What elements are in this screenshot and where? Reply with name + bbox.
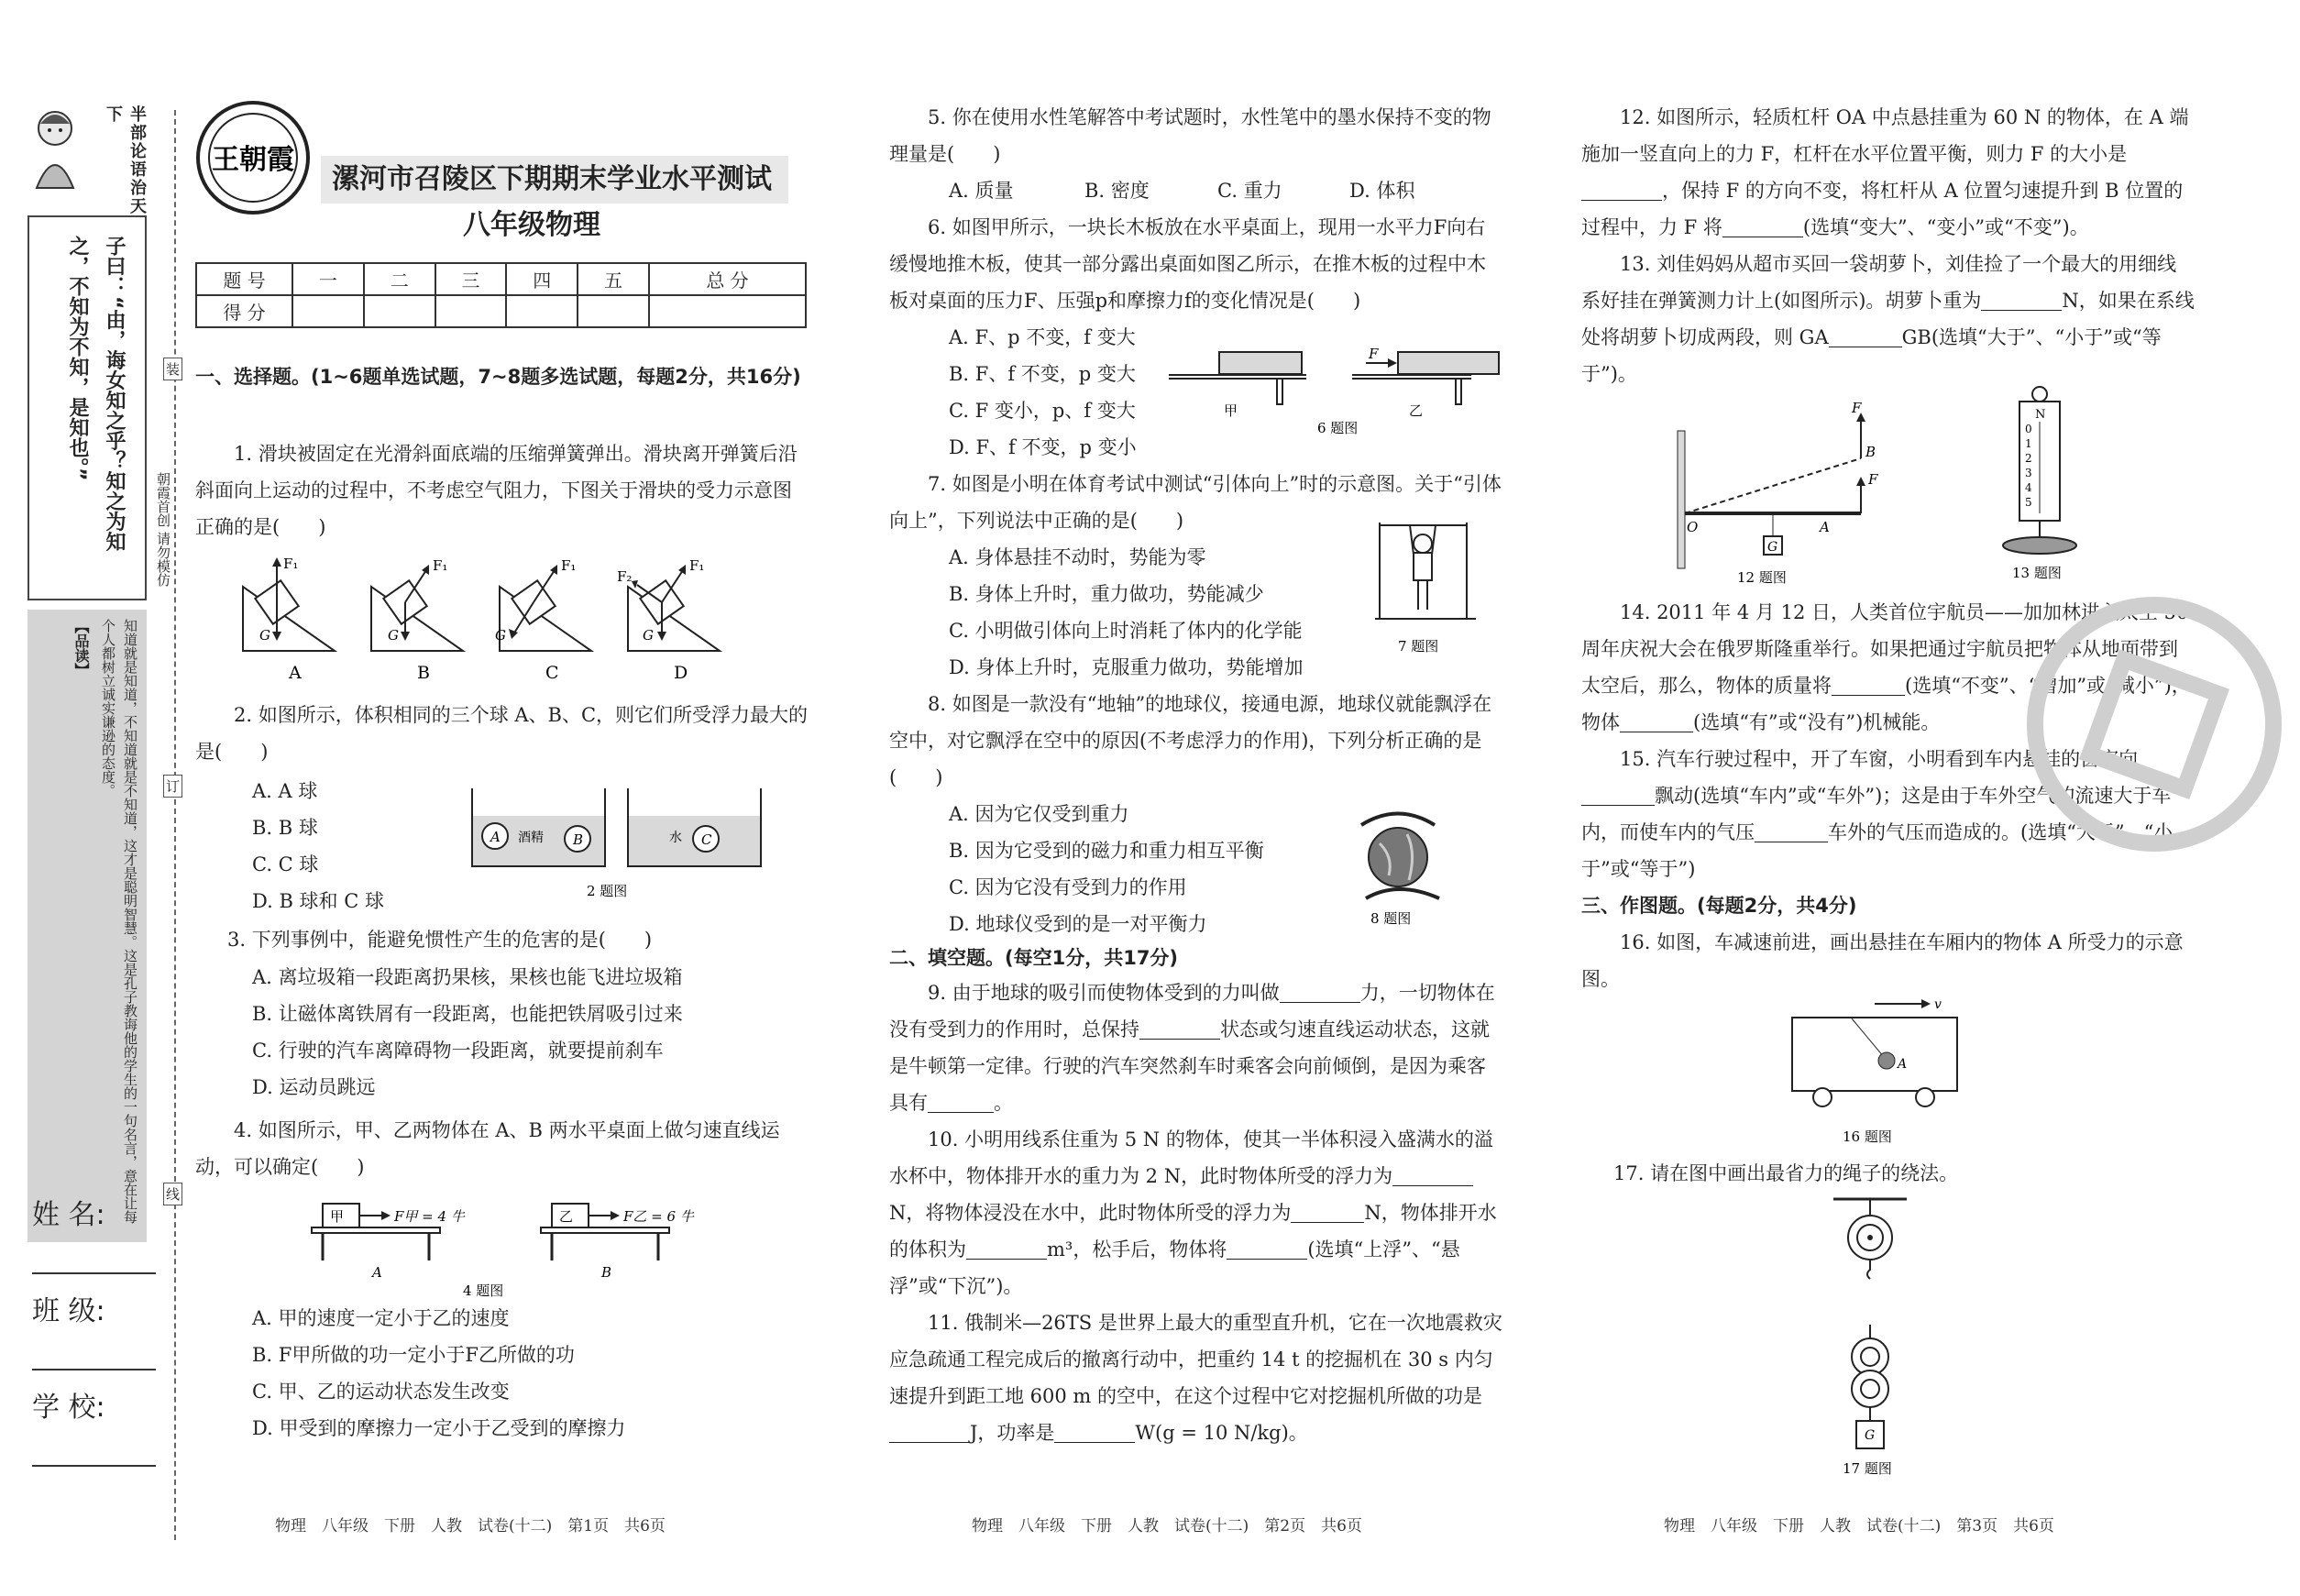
q7-option-d[interactable]: D. 身体上升时，克服重力做功，势能增加 (949, 656, 1304, 678)
q13-figure (1985, 385, 2113, 587)
score-header-total: 总 分 (649, 263, 806, 295)
q4-force2: F乙 = 6 牛 (623, 1208, 694, 1225)
q8-figure (1352, 807, 1462, 930)
footer-page-3: 物理 八年级 下册 人教 试卷(十二) 第3页 共6页 (1664, 1517, 2054, 1535)
q2-liquid1: 酒精 (518, 831, 544, 845)
q4-figure (312, 1196, 743, 1297)
q15-part3: 车外的气压而造成的。(选填“大于”、“小于”或“等于”) (1581, 821, 2173, 880)
score-cell-3[interactable] (435, 295, 507, 327)
q10-blank4[interactable] (1227, 1239, 1307, 1260)
q12-part2: ，保持 F 的方向不变，将杠杆从 A 位置匀速提升到 B 位置的过程中，力 F 将 (1581, 180, 2184, 238)
q2-ball-b: B (573, 831, 584, 848)
q10-blank3[interactable] (966, 1239, 1047, 1260)
q12-blank2[interactable] (1722, 217, 1803, 237)
score-cell-4[interactable] (506, 295, 578, 327)
q1-d-gravity: G (643, 627, 654, 644)
cut-mark-1: 装 (163, 358, 182, 380)
q2-option-a[interactable]: A. A 球 (252, 780, 318, 802)
q7-text: 7. 如图是小明在体育考试中测试“引体向上”时的示意图。关于“引体向上”，下列说法中正确的是( ) (889, 473, 1502, 532)
q13-tick-2: 2 (2025, 452, 2032, 465)
q16-a: A (1898, 1057, 1908, 1072)
q8-text: 8. 如图是一款没有“地轴”的地球仪，接通电源，地球仪就能飘浮在空中，对它飘浮在空中的原因(不考虑浮力的作用)，下列分析正确的是( ) (889, 693, 1492, 788)
q14-blank1[interactable] (1832, 676, 1905, 696)
q10-blank1[interactable] (1392, 1166, 1473, 1186)
q13-tick-4: 4 (2025, 481, 2032, 494)
footer-page-2: 物理 八年级 下册 人教 试卷(十二) 第2页 共6页 (972, 1517, 1362, 1535)
q6-option-c[interactable]: C. F 变小，p、f 变大 (949, 400, 1136, 422)
score-header-3: 三 (435, 263, 507, 295)
q2-text: 2. 如图所示，体积相同的三个球 A、B、C，则它们所受浮力最大的是( ) (195, 704, 809, 763)
q4-table1: A (372, 1264, 382, 1281)
q4-force1: F甲 = 4 牛 (394, 1208, 465, 1225)
q1-a-gravity: G (259, 627, 270, 644)
q12-part1: 12. 如图所示，轻质杠杆 OA 中点悬挂重为 60 N 的物体，在 A 端施加一竖直向上的力 F，杠杆在水平位置平衡，则力 F 的大小是 (1581, 106, 2189, 165)
q6-label-yi: 乙 (1409, 402, 1424, 419)
q1-label-c: C (545, 663, 559, 683)
q12-g: G (1767, 540, 1778, 555)
q6-figure (1169, 347, 1499, 438)
q13-tick-5: 5 (2025, 496, 2032, 509)
q13-blank2[interactable] (1829, 327, 1902, 347)
q12-blank1[interactable] (1581, 181, 1662, 201)
q8-option-b[interactable]: B. 因为它受到的磁力和重力相互平衡 (949, 840, 1264, 862)
q7-option-a[interactable]: A. 身体悬挂不动时，势能为零 (949, 546, 1206, 568)
field-school[interactable] (32, 1384, 156, 1467)
q11-part2: J，功率是 (970, 1422, 1055, 1444)
q15-part1: 15. 汽车行驶过程中，开了车窗，小明看到车内悬挂的窗帘向 (1620, 748, 2139, 770)
q10-paragraph (889, 1121, 1503, 1304)
q17-caption: 17 题图 (1843, 1460, 1892, 1477)
q1-label-b: B (417, 663, 430, 683)
q6-option-a[interactable]: A. F、p 不变，f 变大 (949, 326, 1136, 348)
q15-blank2[interactable] (1755, 822, 1828, 842)
q1-b-gravity: G (388, 627, 399, 644)
q16-figure (1788, 995, 1971, 1150)
section3-heading: 三、作图题。(每题2分，共4分) (1581, 895, 1857, 917)
q3-text: 3. 下列事例中，能避免惯性产生的危害的是( ) (227, 929, 653, 951)
q13-part1: 13. 刘佳妈妈从超市买回一袋胡萝卜，刘佳捡了一个最大的用细线系好挂在弹簧测力计上(如图所示)。胡萝卜重为 (1581, 253, 2177, 312)
q1-d-force1: F₁ (689, 557, 705, 574)
field-school-label: 学 校: (32, 1392, 105, 1424)
q4-option-c[interactable]: C. 甲、乙的运动状态发生改变 (252, 1381, 510, 1403)
cut-line (174, 110, 176, 1540)
score-cell-5[interactable] (578, 295, 649, 327)
q3-option-a[interactable]: A. 离垃圾箱一段距离扔果核，果核也能飞进垃圾箱 (252, 966, 683, 988)
sidebar-pindu-box (28, 610, 147, 1242)
field-name[interactable] (32, 1192, 156, 1274)
cut-mark-3: 线 (163, 1183, 182, 1205)
q4-text: 4. 如图所示，甲、乙两物体在 A、B 两水平桌面上做匀速直线运动，可以确定( ) (195, 1119, 780, 1178)
q9-part4: 。 (994, 1092, 1013, 1114)
q4-option-d[interactable]: D. 甲受到的摩擦力一定小于乙受到的摩擦力 (252, 1417, 626, 1439)
q6-label-jia: 甲 (1224, 402, 1238, 419)
q8-option-c[interactable]: C. 因为它没有受到力的作用 (949, 876, 1187, 898)
q9-blank3[interactable] (928, 1093, 994, 1113)
q12-paragraph (1581, 99, 2195, 246)
watermark-stamp-icon (2017, 587, 2292, 862)
q1-b-force: F₁ (433, 557, 448, 574)
footer-page-1: 物理 八年级 下册 人教 试卷(十二) 第1页 共6页 (275, 1517, 666, 1535)
q1-c-force: F₁ (561, 557, 577, 574)
q9-blank2[interactable] (1139, 1019, 1220, 1040)
q9-blank1[interactable] (1280, 983, 1360, 1003)
cut-mark-2: 订 (163, 775, 182, 798)
q9-paragraph (889, 974, 1503, 1121)
exam-title: 漯河市召陵区下期期末学业水平测试 (332, 163, 772, 195)
q7-caption: 7 题图 (1398, 638, 1439, 655)
score-header-4: 四 (506, 263, 578, 295)
q15-blank1[interactable] (1581, 786, 1655, 806)
q13-scale-unit: N (2035, 408, 2046, 422)
q7-figure (1375, 518, 1485, 665)
q9-part1: 9. 由于地球的吸引而使物体受到的力叫做 (928, 982, 1280, 1004)
q16-text: 16. 如图，车减速前进，画出悬挂在车厢内的物体 A 所受力的示意图。 (1581, 931, 2184, 990)
q13-tick-3: 3 (2025, 467, 2032, 479)
q8-option-a[interactable]: A. 因为它仅受到重力 (949, 803, 1129, 825)
q6-option-b[interactable]: B. F、f 不变，p 变大 (949, 363, 1136, 385)
q10-part1: 10. 小明用线系住重为 5 N 的物体，使其一半体积浸入盛满水的溢水杯中，物体排开水的重力为 2 N，此时物体所受的浮力为 (889, 1128, 1493, 1187)
q12-figure (1668, 400, 1888, 587)
score-row-label: 得 分 (196, 295, 292, 327)
q10-part3: N，物体排开水的体积为 (889, 1202, 1497, 1260)
q13-caption: 13 题图 (2012, 565, 2062, 581)
confucius-avatar-icon (28, 105, 83, 193)
q12-f-bottom: F (1868, 471, 1878, 488)
q7-option-c[interactable]: C. 小明做引体向上时消耗了体内的化学能 (949, 620, 1303, 642)
brand-note: 朝霞首创 请勿模仿 (155, 472, 171, 587)
q13-paragraph (1581, 246, 2195, 392)
q10-part5: (选填“上浮”、“悬浮”或“下沉”)。 (889, 1238, 1460, 1297)
q4-option-b[interactable]: B. F甲所做的功一定小于F乙所做的功 (252, 1344, 575, 1366)
q2-option-c[interactable]: C. C 球 (252, 853, 319, 875)
q16-caption: 16 题图 (1843, 1128, 1892, 1145)
q8-option-d[interactable]: D. 地球仪受到的是一对平衡力 (949, 913, 1207, 935)
q2-ball-c: C (701, 831, 712, 848)
field-name-label: 姓 名: (32, 1199, 105, 1231)
q13-tick-1: 1 (2025, 437, 2032, 450)
q2-option-d[interactable]: D. B 球和 C 球 (252, 890, 384, 912)
q2-ball-a: A (490, 829, 501, 845)
q8-caption: 8 题图 (1370, 910, 1412, 927)
q4-box1: 甲 (330, 1208, 345, 1225)
q1-label-d: D (674, 663, 688, 683)
q3-option-c[interactable]: C. 行驶的汽车离障碍物一段距离，就要提前刹车 (252, 1040, 664, 1062)
q2-option-b[interactable]: B. B 球 (252, 817, 318, 839)
q6-force: F (1369, 346, 1379, 362)
q6-text: 6. 如图甲所示，一块长木板放在水平桌面上，现用一水平力F向右缓慢地推木板，使其一部分露出桌面如图乙所示，在推木板的过程中木板对桌面的压力F、压强p和摩擦力f的变化情况是( ) (889, 216, 1486, 312)
q1-figure (234, 550, 747, 688)
sidebar-pindu-text: 知道就是知道，不知道就是不知道，这才是聪明智慧。这是孔子教诲他的学生的一句名言，意在让每个人都树立诚实谦逊的态度。 (100, 619, 138, 1224)
score-header-2: 二 (364, 263, 435, 295)
q1-a-force: F₁ (283, 556, 299, 572)
q11-part3: W(g = 10 N/kg)。 (1135, 1422, 1308, 1444)
section1-heading: 一、选择题。(1~6题单选试题，7~8题多选试题，每题2分，共16分) (195, 366, 801, 388)
q10-part4: m³，松手后，物体将 (1047, 1238, 1227, 1260)
q11-blank1[interactable] (889, 1423, 970, 1443)
q12-o: O (1687, 519, 1699, 535)
q2-caption: 2 题图 (587, 883, 628, 899)
sidebar-pindu-label: 【品读】 (72, 619, 90, 677)
q14-blank2[interactable] (1620, 712, 1693, 732)
q6-option-d[interactable]: D. F、f 不变，p 变小 (949, 436, 1137, 458)
q13-blank1[interactable] (1981, 291, 2062, 311)
field-class[interactable] (32, 1288, 156, 1370)
q5-option-d[interactable]: D. 体积 (1349, 180, 1415, 202)
q4-table2: B (601, 1264, 612, 1281)
q4-caption: 4 题图 (463, 1282, 504, 1299)
q14-part2: (选填“不变”、“增加”或“减小”)，物体 (1581, 675, 2191, 733)
q3-option-d[interactable]: D. 运动员跳远 (252, 1076, 376, 1098)
q11-paragraph (889, 1304, 1503, 1451)
q11-part1: 11. 俄制米—26TS 是世界上最大的重型直升机，它在一次地震救灾应急疏通工程完成后的撤离行动中，把重约 14 t 的挖掘机在 30 s 内匀速提升到距工地 600 m 的空中，在这个过程中它对挖掘机所做的功是 (889, 1312, 1502, 1407)
score-header-5: 五 (578, 263, 649, 295)
q15-part2: 飘动(选填“车内”或“车外”)；这是由于车外空气的流速大于车内，而使车内的气压 (1581, 785, 2172, 843)
q1-label-a: A (289, 663, 302, 683)
q6-caption: 6 题图 (1317, 420, 1359, 436)
score-cell-total[interactable] (649, 295, 806, 327)
q5-option-b[interactable]: B. 密度 (1084, 180, 1150, 202)
q13-part3: GB(选填“大于”、“小于”或“等于”)。 (1581, 326, 2162, 385)
score-header-label: 题 号 (196, 263, 292, 295)
q12-f-top: F (1852, 400, 1862, 416)
q9-part2: 力，一切物体在没有受到力的作用时，总保持 (889, 982, 1495, 1040)
q1-text: 1. 滑块被固定在光滑斜面底端的压缩弹簧弹出。滑块离开弹簧后沿斜面向上运动的过程中，不考虑空气阻力，下图关于滑块的受力示意图正确的是( ) (195, 443, 798, 538)
q16-v: v (1934, 997, 1942, 1012)
q10-part2: N，将物体浸没在水中，此时物体所受的浮力为 (889, 1202, 1292, 1224)
q4-option-a[interactable]: A. 甲的速度一定小于乙的速度 (252, 1307, 510, 1329)
q17-figure (1824, 1192, 1916, 1485)
sidebar-series: 半部论语治天下 (104, 105, 147, 215)
q7-option-b[interactable]: B. 身体上升时，重力做功，势能减少 (949, 583, 1264, 605)
q12-b: B (1865, 444, 1876, 460)
q5-text: 5. 你在使用水性笔解答中考试题时，水性笔中的墨水保持不变的物理量是( ) (889, 106, 1491, 165)
score-cell-2[interactable] (364, 295, 435, 327)
q4-box2: 乙 (559, 1208, 574, 1225)
q11-blank2[interactable] (1054, 1423, 1135, 1443)
q14-part1: 14. 2011 年 4 月 12 日，人类首位宇航员——加加林进入太空 50 周年庆祝大会在俄罗斯隆重举行。如果把通过宇航员把物体从地面带到太空后，那么，物体的质量将 (1581, 601, 2189, 697)
q1-c-gravity: G (495, 627, 506, 644)
exam-subtitle: 八年级物理 (463, 209, 600, 241)
q2-figure (468, 784, 798, 903)
q1-d-force2: F₂ (617, 568, 633, 585)
q17-text: 17. 请在图中画出最省力的绳子的绕法。 (1613, 1162, 1959, 1184)
score-table (195, 262, 807, 328)
field-class-label: 班 级: (32, 1295, 105, 1327)
q5-option-c[interactable]: C. 重力 (1217, 180, 1282, 202)
section2-heading: 二、填空题。(每空1分，共17分) (889, 947, 1179, 969)
sidebar-quote-box (28, 215, 147, 600)
logo-text: 王朝霞 (212, 144, 294, 176)
sidebar-quote: 子曰：“由，诲女知之乎？知之为知之，不知为不知，是知也。” (66, 236, 126, 552)
score-header-1: 一 (292, 263, 364, 295)
q12-caption: 12 题图 (1737, 569, 1787, 586)
q17-g: G (1865, 1428, 1876, 1443)
q13-tick-0: 0 (2025, 423, 2032, 435)
q14-part3: (选填“有”或“没有”)机械能。 (1693, 711, 1941, 733)
q12-part3: (选填“变大”、“变小”或“不变”)。 (1802, 216, 2089, 238)
logo-icon (194, 99, 312, 216)
score-cell-1[interactable] (292, 295, 364, 327)
q12-a: A (1820, 519, 1830, 535)
q2-liquid2: 水 (669, 831, 682, 845)
q10-blank2[interactable] (1291, 1203, 1364, 1223)
q5-option-a[interactable]: A. 质量 (949, 180, 1014, 202)
q9-part3: 状态或匀速直线运动状态，这就是牛顿第一定律。行驶的汽车突然刹车时乘客会向前倾倒，是因为乘客具有 (889, 1018, 1490, 1114)
q3-option-b[interactable]: B. 让磁体离铁屑有一段距离，也能把铁屑吸引过来 (252, 1003, 683, 1025)
q13-part2: N，如果在系线处将胡萝卜切成两段，则 GA (1581, 290, 2195, 348)
